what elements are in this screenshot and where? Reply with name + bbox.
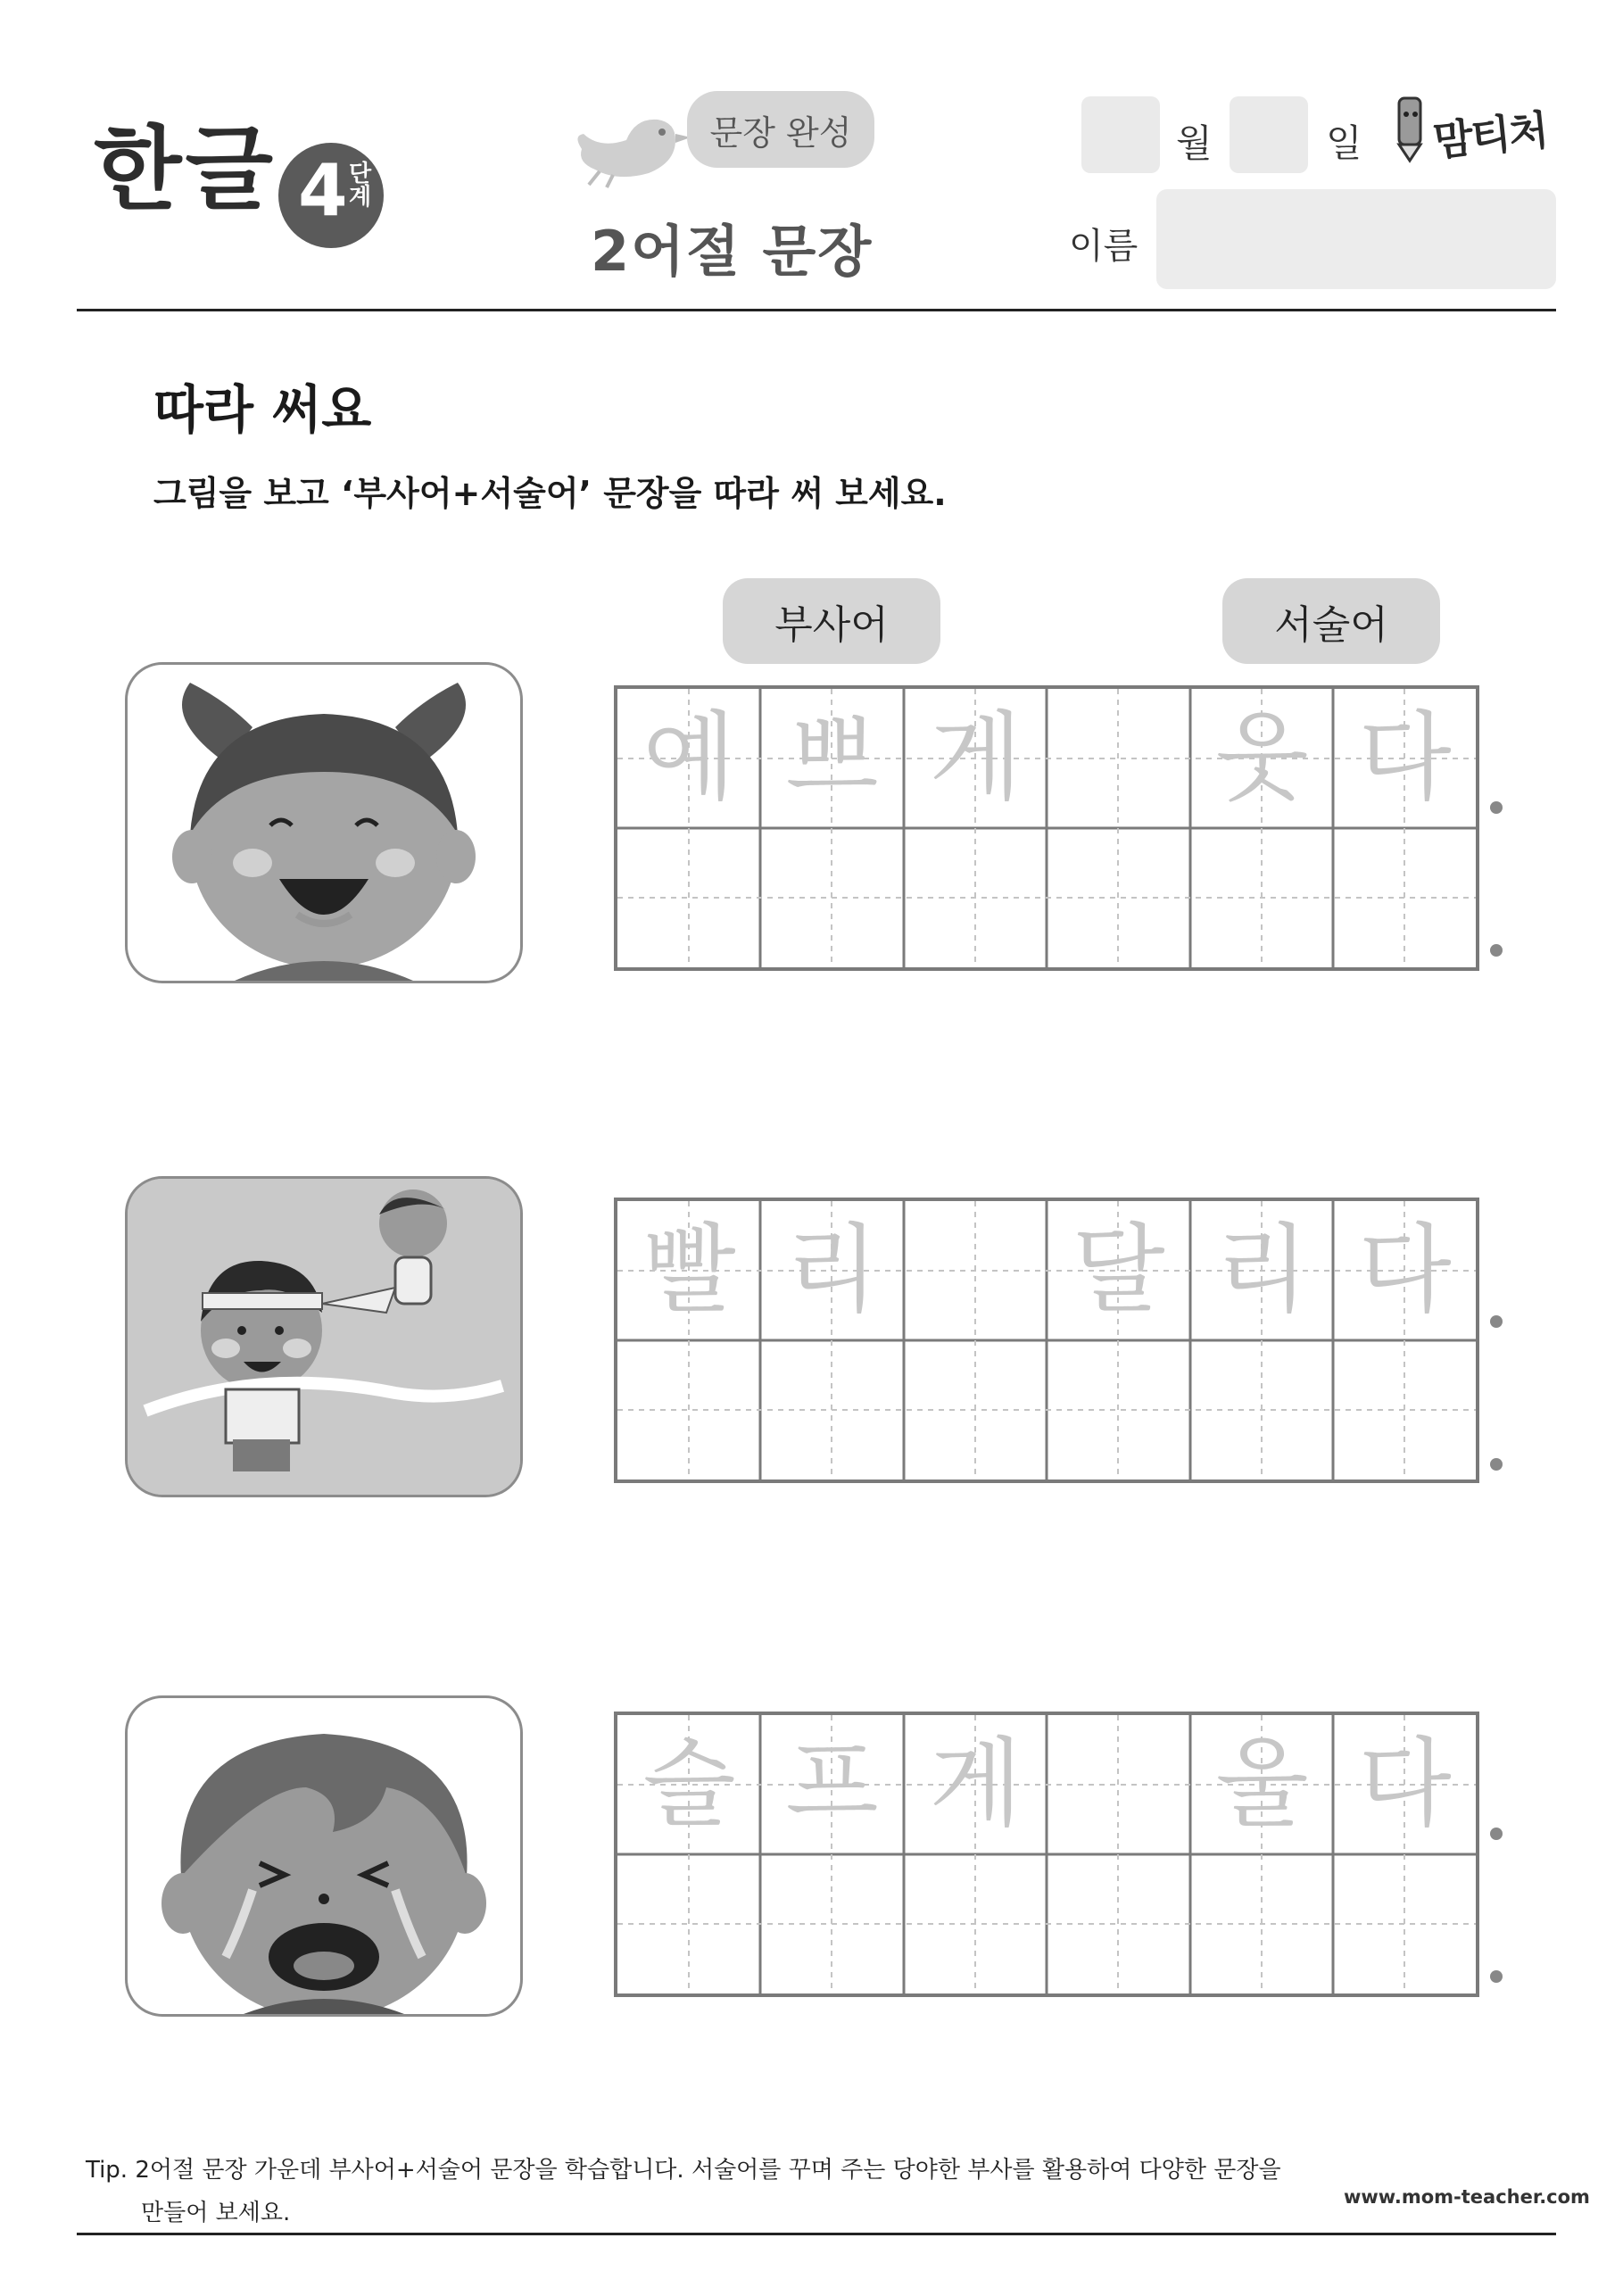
period-dot (1490, 1315, 1503, 1328)
trace-char: 빨 (642, 1214, 736, 1326)
topic-pill: 문장 완성 (687, 91, 874, 168)
page-subtitle: 2어절 문장 (591, 219, 874, 284)
month-label: 월 (1176, 121, 1213, 165)
header-divider (77, 309, 1556, 311)
writing-grid[interactable] (614, 1198, 1479, 1483)
period-dot (1490, 1828, 1503, 1840)
trace-char (904, 1201, 1047, 1340)
trace-char: 리 (785, 1214, 879, 1326)
trace-char: 프 (785, 1728, 879, 1840)
trace-char: 게 (929, 1728, 1023, 1840)
trace-char (1047, 1715, 1190, 1854)
level-badge (278, 143, 384, 248)
predicate-column-label: 서술어 (1222, 578, 1440, 664)
smiling-girl-picture (125, 662, 523, 983)
trace-char: 게 (929, 702, 1023, 814)
tip-line-1: Tip. 2어절 문장 가운데 부사어+서술어 문장을 학습합니다. 서술어를 꾸며 주는 당야한 부사를 활용하여 다양한 문장을 (86, 2157, 1281, 2184)
adverb-column-label: 부사어 (723, 578, 940, 664)
writing-grid[interactable] (614, 1712, 1479, 1997)
month-input-box[interactable] (1081, 96, 1160, 173)
section-title: 따라 써요 (153, 379, 372, 440)
tip-text (86, 2149, 1281, 2234)
trace-char: 다 (1358, 1214, 1452, 1326)
website-url: www.mom-teacher.com (1344, 2186, 1590, 2208)
trace-char: 다 (1358, 702, 1452, 814)
period-dot (1490, 801, 1503, 814)
writing-grid[interactable] (614, 685, 1479, 971)
level-number: 4 (298, 149, 348, 232)
period-dot (1490, 1970, 1503, 1983)
bird-icon (564, 100, 698, 189)
logo-text: 맘티처 (1430, 105, 1550, 166)
trace-char: 리 (1215, 1214, 1309, 1326)
brand-title: 한글 (94, 117, 277, 223)
period-dot (1490, 944, 1503, 957)
footer-divider (77, 2233, 1556, 2235)
pencil-mascot-icon (1388, 93, 1433, 164)
name-input-box[interactable] (1156, 189, 1556, 289)
period-dot (1490, 1458, 1503, 1471)
trace-char: 다 (1358, 1728, 1452, 1840)
trace-char: 울 (1215, 1728, 1309, 1840)
day-input-box[interactable] (1230, 96, 1308, 173)
instruction-text: 그림을 보고 ‘부사어+서술어’ 문장을 따라 써 보세요. (153, 474, 947, 513)
running-boys-picture (125, 1176, 523, 1497)
trace-char: 예 (642, 702, 736, 814)
tip-line-2: 만들어 보세요. (141, 2200, 291, 2226)
crying-boy-picture (125, 1695, 523, 2017)
day-label: 일 (1326, 121, 1362, 165)
trace-char: 슬 (642, 1728, 736, 1840)
name-label: 이름 (1069, 226, 1139, 267)
level-unit: 단계 (344, 161, 371, 207)
trace-char: 달 (1072, 1214, 1165, 1326)
trace-char (1047, 689, 1190, 828)
trace-char: 웃 (1215, 702, 1309, 814)
trace-char: 쁘 (785, 702, 879, 814)
